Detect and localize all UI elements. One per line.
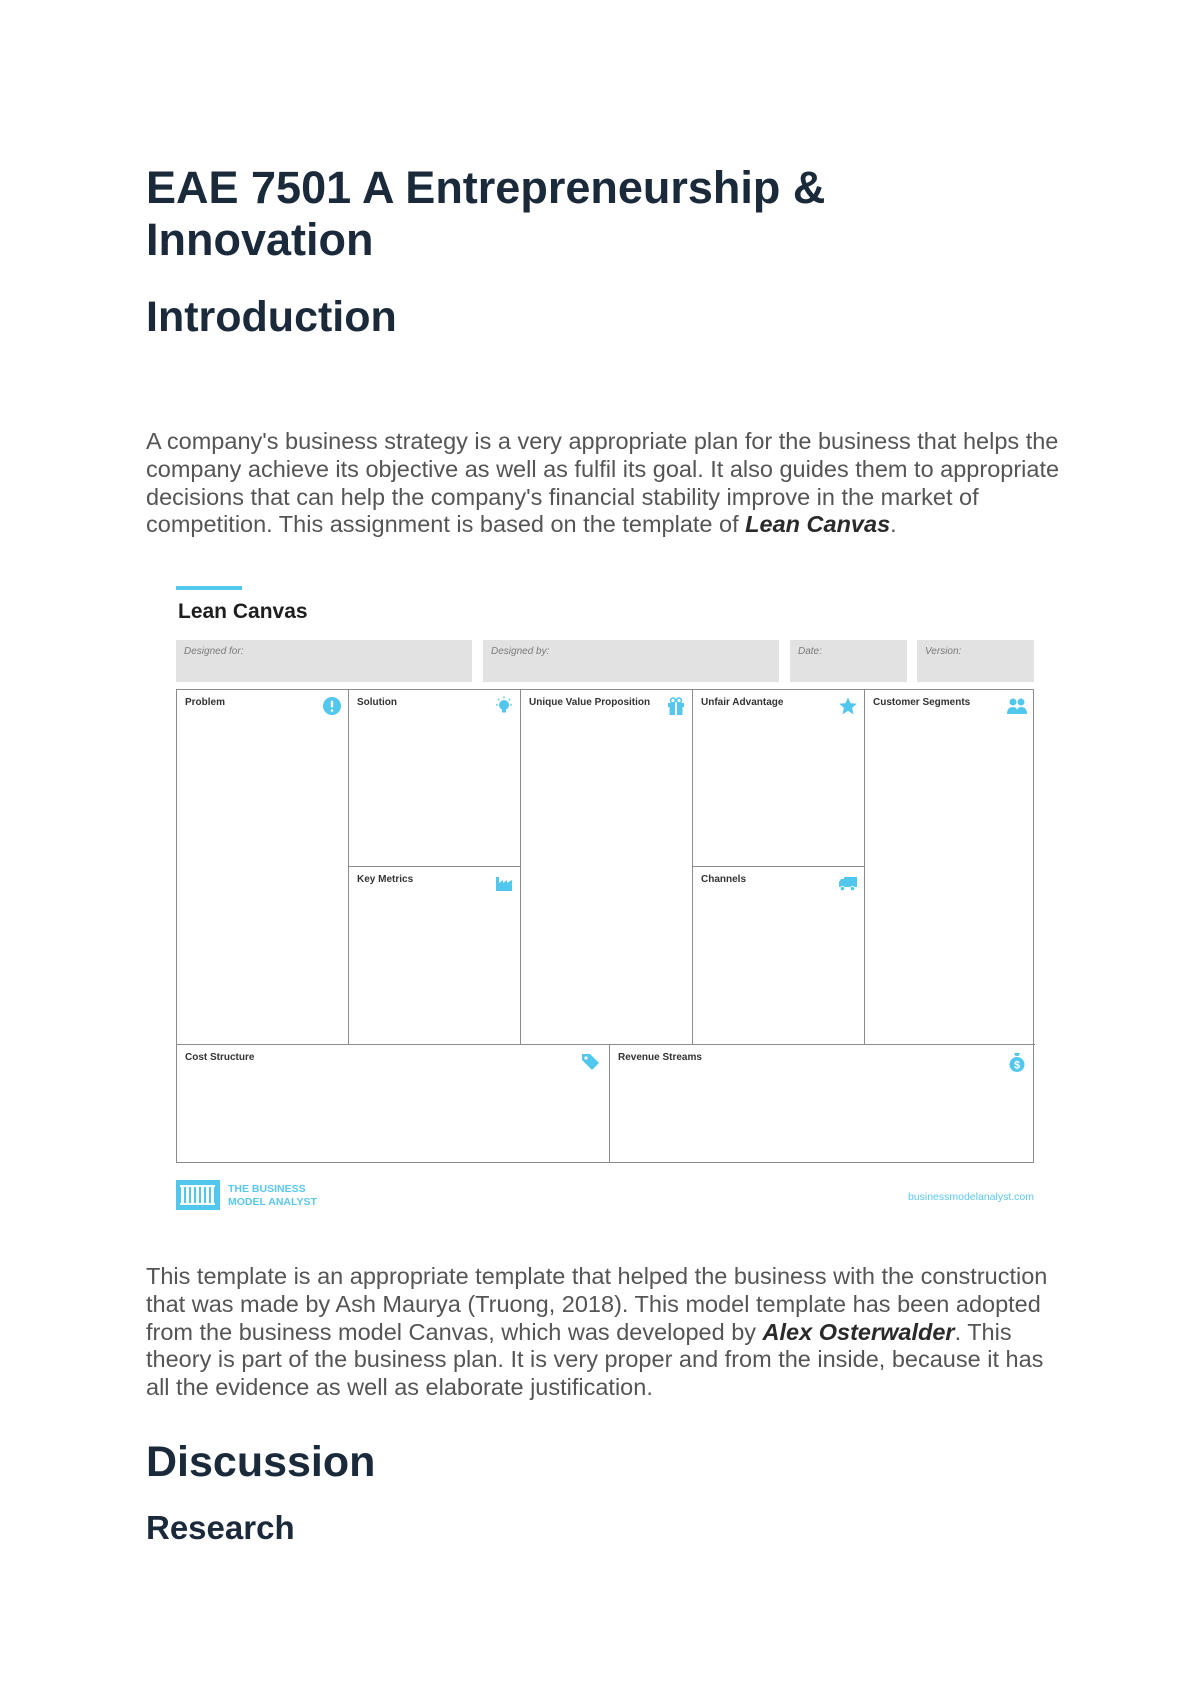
- customer-segments-block: [865, 690, 1035, 1045]
- lean-canvas-accent-bar: [176, 586, 242, 590]
- introduction-heading: Introduction: [146, 293, 397, 341]
- brand-line-1: THE BUSINESS: [228, 1183, 306, 1195]
- lean-canvas-grid: [176, 689, 1034, 1163]
- problem-label: Problem: [185, 697, 226, 708]
- version-field: [917, 640, 1034, 682]
- designed-by-field: [483, 640, 779, 682]
- template-paragraph-text: This template is an appropriate template that helped the business with the construction that was made by Ash Maurya (Truong, 2018). This model template has been adopted from the business model Canvas, which was developed by: [146, 1263, 1048, 1345]
- cost-structure-label: Cost Structure: [185, 1052, 255, 1063]
- key-metrics-label: Key Metrics: [357, 874, 414, 885]
- revenue-streams-label: Revenue Streams: [618, 1052, 702, 1063]
- version-label: Version:: [925, 646, 962, 657]
- brand-line-2: MODEL ANALYST: [228, 1196, 317, 1208]
- lean-canvas-figure: [176, 586, 1034, 1216]
- customer-segments-label: Customer Segments: [873, 697, 971, 708]
- channels-label: Channels: [701, 874, 747, 885]
- channels-block: [693, 867, 865, 1045]
- star-icon: [838, 696, 858, 716]
- truck-icon: [838, 873, 858, 893]
- intro-paragraph-text: A company's business strategy is a very appropriate plan for the business that helps the company achieve its objective as well as fulfil its goal. It also guides them to appropriate decisions that can help the company's financial stability improve in the market of competition. This assignment is based on the template of: [146, 428, 1060, 538]
- designed-for-label: Designed for:: [184, 646, 244, 657]
- revenue-streams-block: [610, 1045, 1033, 1162]
- solution-label: Solution: [357, 697, 397, 708]
- business-model-analyst-logo: [176, 1180, 220, 1210]
- date-label: Date:: [798, 646, 822, 657]
- discussion-heading: Discussion: [146, 1438, 376, 1486]
- factory-icon: [494, 873, 514, 893]
- template-paragraph: [146, 1263, 1066, 1402]
- tags-icon: [579, 1051, 603, 1071]
- template-paragraph-suffix: . This theory is part of the business plan. It is very proper and from the inside, because it has all the evidence as well as elaborate justification.: [146, 1318, 1044, 1401]
- uvp-block: [521, 690, 693, 1045]
- designed-for-field: [176, 640, 472, 682]
- source-url: businessmodelanalyst.com: [907, 1191, 1034, 1203]
- key-metrics-block: [349, 867, 521, 1045]
- lightbulb-icon: [494, 696, 514, 716]
- gift-icon: [666, 696, 686, 716]
- money-bag-icon: [1007, 1051, 1027, 1073]
- designed-by-label: Designed by:: [491, 646, 550, 657]
- date-field: [790, 640, 907, 682]
- template-paragraph-emphasis: Alex Osterwalder: [762, 1318, 955, 1345]
- users-icon: [1005, 696, 1029, 716]
- intro-paragraph-suffix: .: [890, 511, 897, 538]
- lean-canvas-title: Lean Canvas: [178, 600, 308, 623]
- svg-text:$: $: [1013, 1059, 1021, 1072]
- document-title: EAE 7501 A Entrepreneurship & Innovation: [146, 162, 826, 265]
- research-heading: Research: [146, 1509, 295, 1546]
- solution-block: [349, 690, 521, 867]
- unfair-advantage-label: Unfair Advantage: [701, 697, 784, 708]
- intro-paragraph: [146, 428, 1066, 539]
- unfair-advantage-block: [693, 690, 865, 867]
- intro-paragraph-emphasis: Lean Canvas: [745, 511, 891, 538]
- problem-block: [177, 690, 349, 1045]
- brand-name: [228, 1183, 317, 1209]
- uvp-label: Unique Value Proposition: [529, 697, 651, 708]
- exclamation-icon: [322, 696, 342, 716]
- cost-structure-block: [177, 1045, 610, 1162]
